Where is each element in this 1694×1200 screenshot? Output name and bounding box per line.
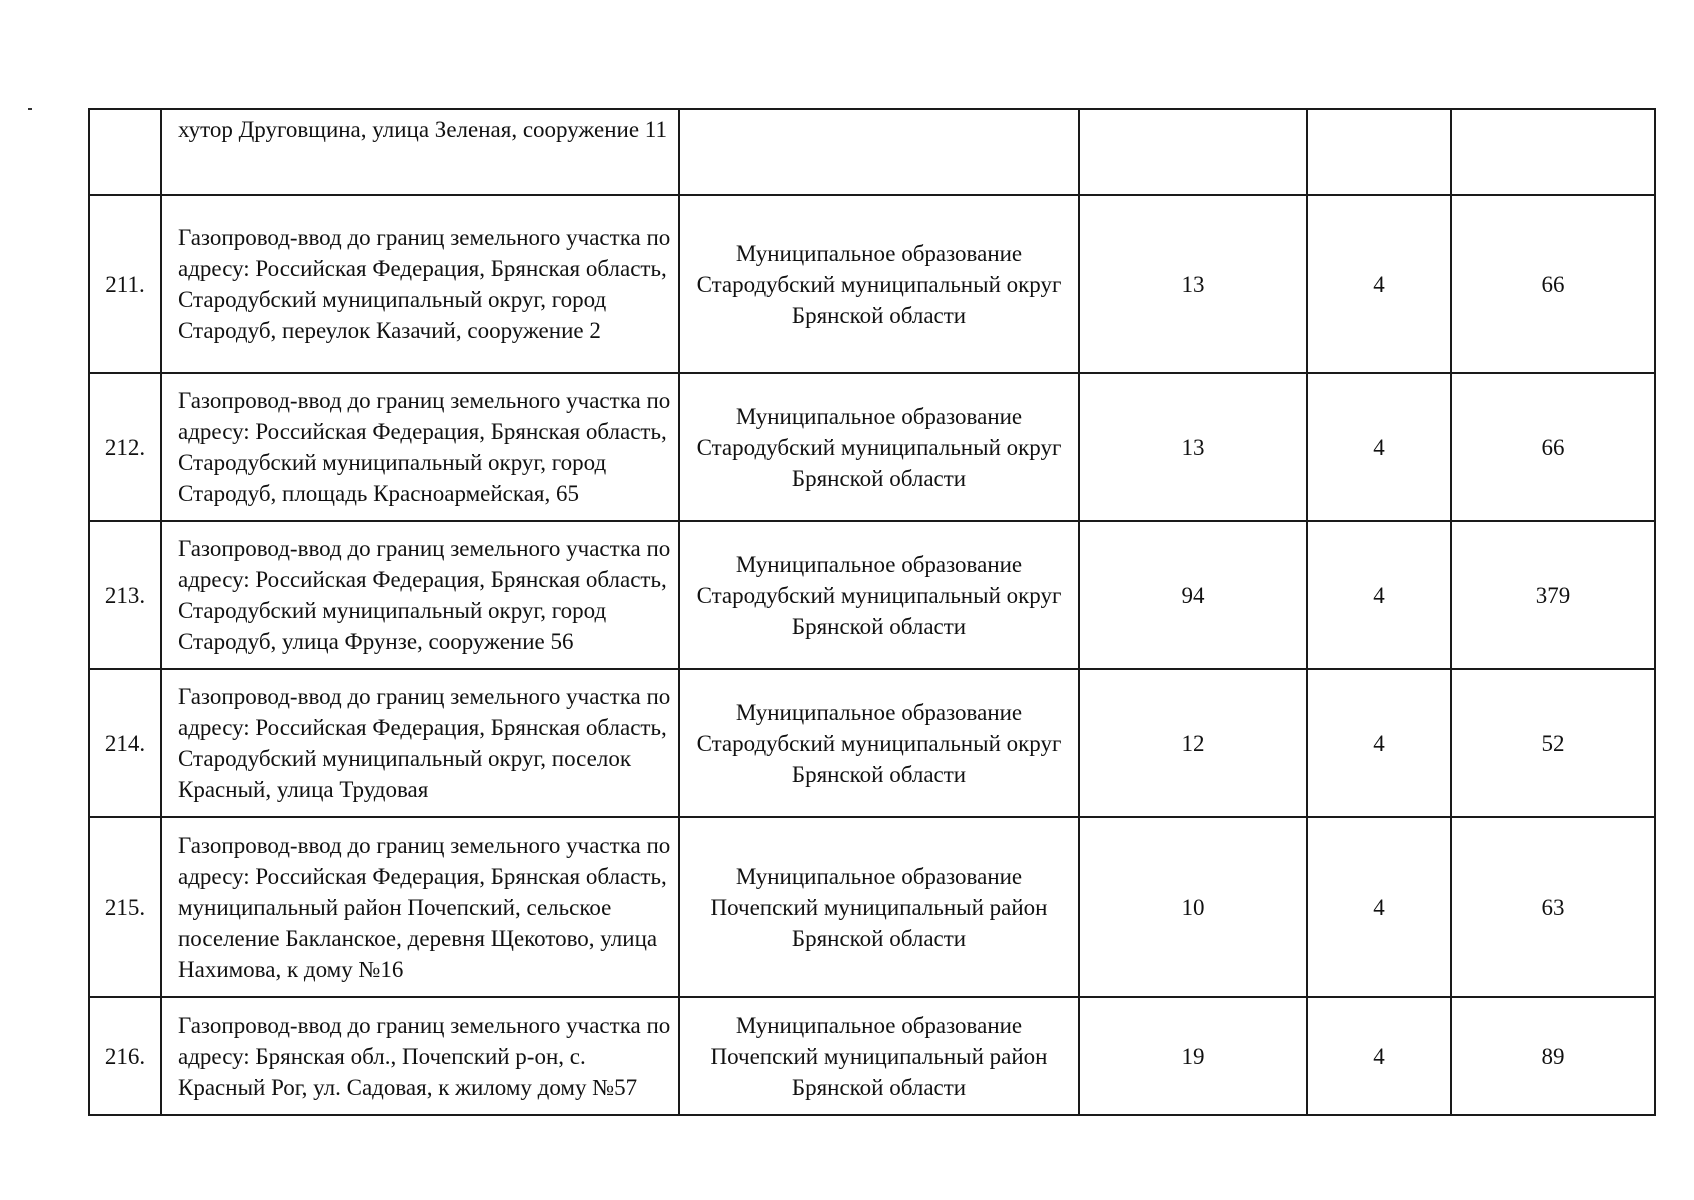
cell-value-1: 13 [1079,373,1307,521]
cell-value-1 [1079,109,1307,195]
cell-number: 216. [89,997,161,1115]
cell-number: 211. [89,195,161,373]
cell-value-2: 4 [1307,669,1451,817]
cell-owner [679,109,1079,195]
cell-owner: Муниципальное образование Почепский муниципальный район Брянской области [679,817,1079,997]
cell-value-2 [1307,109,1451,195]
cell-value-2: 4 [1307,997,1451,1115]
cell-value-1: 13 [1079,195,1307,373]
cell-owner: Муниципальное образование Стародубский муниципальный округ Брянской области [679,373,1079,521]
cell-value-3: 379 [1451,521,1655,669]
table-row [89,373,1655,521]
cell-value-1: 10 [1079,817,1307,997]
cell-number [89,109,161,195]
cell-value-3 [1451,109,1655,195]
table-row [89,195,1655,373]
cell-value-2: 4 [1307,373,1451,521]
cell-value-3: 66 [1451,195,1655,373]
cell-number: 215. [89,817,161,997]
table-row [89,817,1655,997]
cell-object-name: Газопровод-ввод до границ земельного участка по адресу: Российская Федерация, Брянская область, Стародубский муниципальный округ, поселок Красный, улица Трудовая [161,669,679,817]
cell-object-name: Газопровод-ввод до границ земельного участка по адресу: Российская Федерация, Брянская область, Стародубский муниципальный округ, город Стародуб, улица Фрунзе, сооружение 56 [161,521,679,669]
cell-value-2: 4 [1307,817,1451,997]
cell-number: 212. [89,373,161,521]
cell-value-2: 4 [1307,195,1451,373]
cell-owner: Муниципальное образование Стародубский муниципальный округ Брянской области [679,521,1079,669]
cell-value-1: 12 [1079,669,1307,817]
table-row [89,521,1655,669]
scan-mark [28,108,32,110]
cell-value-2: 4 [1307,521,1451,669]
cell-object-name: Газопровод-ввод до границ земельного участка по адресу: Брянская обл., Почепский р-он, с. Красный Рог, ул. Садовая, к жилому дому №57 [161,997,679,1115]
cell-owner: Муниципальное образование Стародубский муниципальный округ Брянской области [679,669,1079,817]
cell-object-name: хутор Друговщина, улица Зеленая, сооружение 11 [161,109,679,195]
cell-value-1: 19 [1079,997,1307,1115]
objects-table [88,108,1656,1116]
cell-object-name: Газопровод-ввод до границ земельного участка по адресу: Российская Федерация, Брянская область, муниципальный район Почепский, сельское поселение Бакланское, деревня Щекотово, улица Нахимова, к дому №16 [161,817,679,997]
cell-owner: Муниципальное образование Стародубский муниципальный округ Брянской области [679,195,1079,373]
cell-number: 213. [89,521,161,669]
cell-value-1: 94 [1079,521,1307,669]
cell-value-3: 89 [1451,997,1655,1115]
table-row [89,997,1655,1115]
cell-object-name: Газопровод-ввод до границ земельного участка по адресу: Российская Федерация, Брянская область, Стародубский муниципальный округ, город Стародуб, переулок Казачий, сооружение 2 [161,195,679,373]
cell-value-3: 52 [1451,669,1655,817]
cell-owner: Муниципальное образование Почепский муниципальный район Брянской области [679,997,1079,1115]
cell-object-name: Газопровод-ввод до границ земельного участка по адресу: Российская Федерация, Брянская область, Стародубский муниципальный округ, город Стародуб, площадь Красноармейская, 65 [161,373,679,521]
cell-value-3: 63 [1451,817,1655,997]
table-row [89,669,1655,817]
cell-value-3: 66 [1451,373,1655,521]
cell-number: 214. [89,669,161,817]
table-row-continuation [89,109,1655,195]
